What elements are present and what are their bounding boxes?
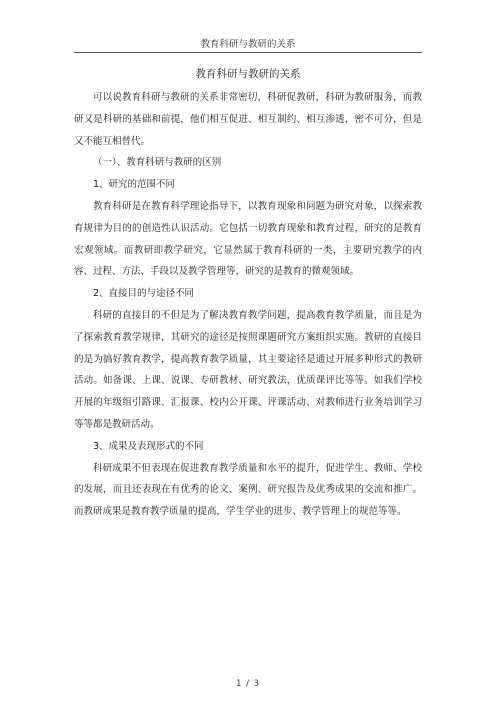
- item-heading-3: 3、成果及表现形式的不同: [93, 440, 204, 452]
- section-heading: （一）、教育科研与教研的区别: [93, 157, 222, 169]
- page-indicator: 1 / 3: [235, 679, 261, 689]
- item-body-1: 教育科研是在教育科学理论指导下，以教育现象和问题为研究对象，以探索教育规律为目的的创造性认识活动。它包括一切教育现象和教育过程，研究的是教育宏观领域。而教研即教学研究，它显然属于教育科研的一类，主要研究教学的内容、过程、方法、手段以及教学管理等，研究的是教育的微观领域。: [74, 200, 422, 278]
- item-body-2: 科研的直接目的不但是为了解决教育教学问题，提高教育教学质量，而且是为了探索教育教学规律，其研究的途径是按照课题研究方案组织实施。教研的直接目的是为搞好教育教学，提高教育教学质量，其主要途径是通过开展多种形式的教研活动。如备课、上课、说课、专研教材、研究教法，优质课评比等等。如我们学校开展的年级组引路课、汇报课、校内公开课、评课活动、对教师进行业务培训学习等等都是教研活动。: [74, 309, 422, 430]
- item-body-3: 科研成果不但表现在促进教育教学质量和水平的提升，促进学生、教师、学校的发展，而且还表现在有优秀的论文、案例、研究报告及优秀成果的交流和推广。而教研成果是教育教学质量的提高，学生学业的进步、教学管理上的规范等等。: [74, 462, 422, 518]
- item-heading-2: 2、直接目的与途径不同: [93, 288, 195, 300]
- document-title: 教育科研与教研的关系: [195, 68, 301, 80]
- running-header-title: 教育科研与教研的关系: [200, 39, 296, 50]
- item-heading-1: 1、研究的范围不同: [93, 179, 176, 191]
- document-body: [74, 66, 422, 523]
- intro-paragraph: 可以说教育科研与教研的关系非常密切，科研促教研，科研为教研服务，而教研又是科研的基础和前提，他们相互促进、相互制约、相互渗透，密不可分，但是又不能互相替代。: [74, 92, 422, 147]
- header-divider: [74, 52, 422, 53]
